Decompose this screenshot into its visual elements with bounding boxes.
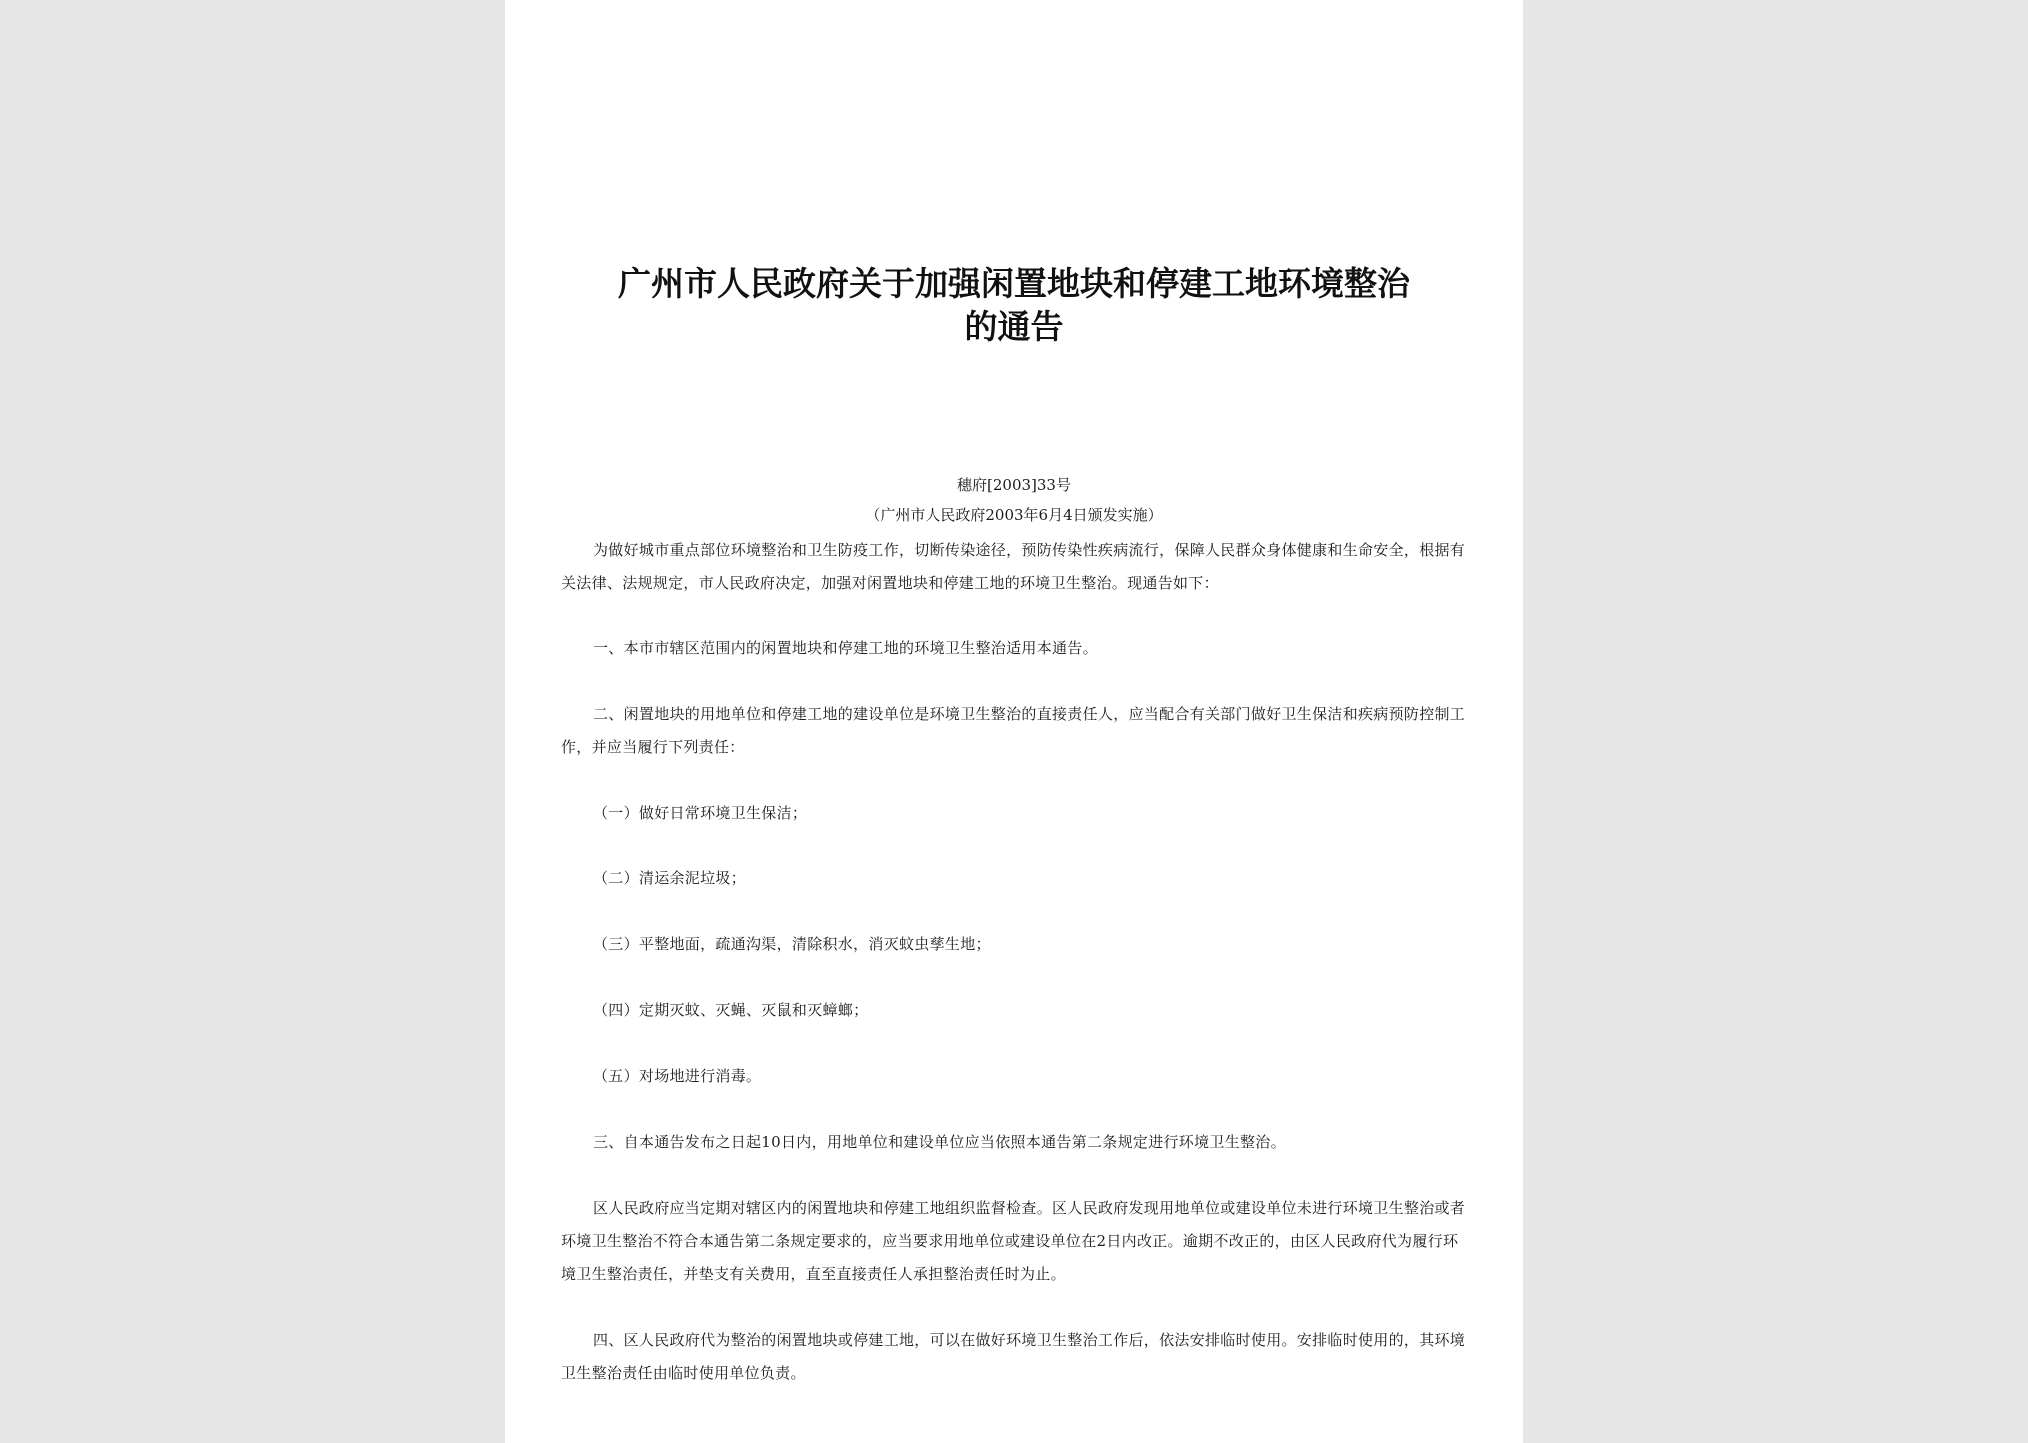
paragraph-item-3: （三）平整地面，疏通沟渠，清除积水，消灭蚊虫孳生地； — [593, 935, 991, 953]
paragraph-item-5: （五）对场地进行消毒。 — [593, 1067, 762, 1085]
paragraph-article-3: 三、自本通告发布之日起10日内，用地单位和建设单位应当依照本通告第二条规定进行环境卫生整治。 — [593, 1133, 1286, 1151]
title-line-1: 广州市人民政府关于加强闲置地块和停建工地环境整治 — [618, 264, 1410, 303]
paragraph-article-1: 一、本市市辖区范围内的闲置地块和停建工地的环境卫生整治适用本通告。 — [593, 639, 1098, 657]
title-line-2: 的通告 — [964, 307, 1064, 346]
paragraph-preamble: 为做好城市重点部位环境整治和卫生防疫工作，切断传染途径，预防传染性疾病流行，保障人民群众身体健康和生命安全，根据有关法律、法规规定，市人民政府决定，加强对闲置地块和停建工地的环境卫生整治。现通告如下： — [561, 541, 1466, 592]
paragraph-supervision: 区人民政府应当定期对辖区内的闲置地块和停建工地组织监督检查。区人民政府发现用地单位或建设单位未进行环境卫生整治或者环境卫生整治不符合本通告第二条规定要求的，应当要求用地单位或建设单位在2日内改正。逾期不改正的，由区人民政府代为履行环境卫生整治责任，并垫支有关费用，直至直接责任人承担整治责任时为止。 — [561, 1199, 1466, 1283]
paragraph-item-4: （四）定期灭蚊、灭蝇、灭鼠和灭蟑螂； — [593, 1001, 869, 1019]
paragraph-item-2: （二）清运余泥垃圾； — [593, 869, 747, 887]
document-number: 穗府[2003]33号 — [957, 476, 1071, 494]
paragraph-article-2: 二、闲置地块的用地单位和停建工地的建设单位是环境卫生整治的直接责任人，应当配合有关部门做好卫生保洁和疾病预防控制工作，并应当履行下列责任： — [561, 705, 1466, 756]
paragraph-item-1: （一）做好日常环境卫生保洁； — [593, 804, 808, 822]
document-page — [505, 0, 1523, 1443]
document-title — [565, 262, 1463, 348]
issue-note: （广州市人民政府2003年6月4日颁发实施） — [865, 506, 1163, 524]
paragraph-article-4: 四、区人民政府代为整治的闲置地块或停建工地，可以在做好环境卫生整治工作后，依法安排临时使用。安排临时使用的，其环境卫生整治责任由临时使用单位负责。 — [561, 1331, 1466, 1382]
